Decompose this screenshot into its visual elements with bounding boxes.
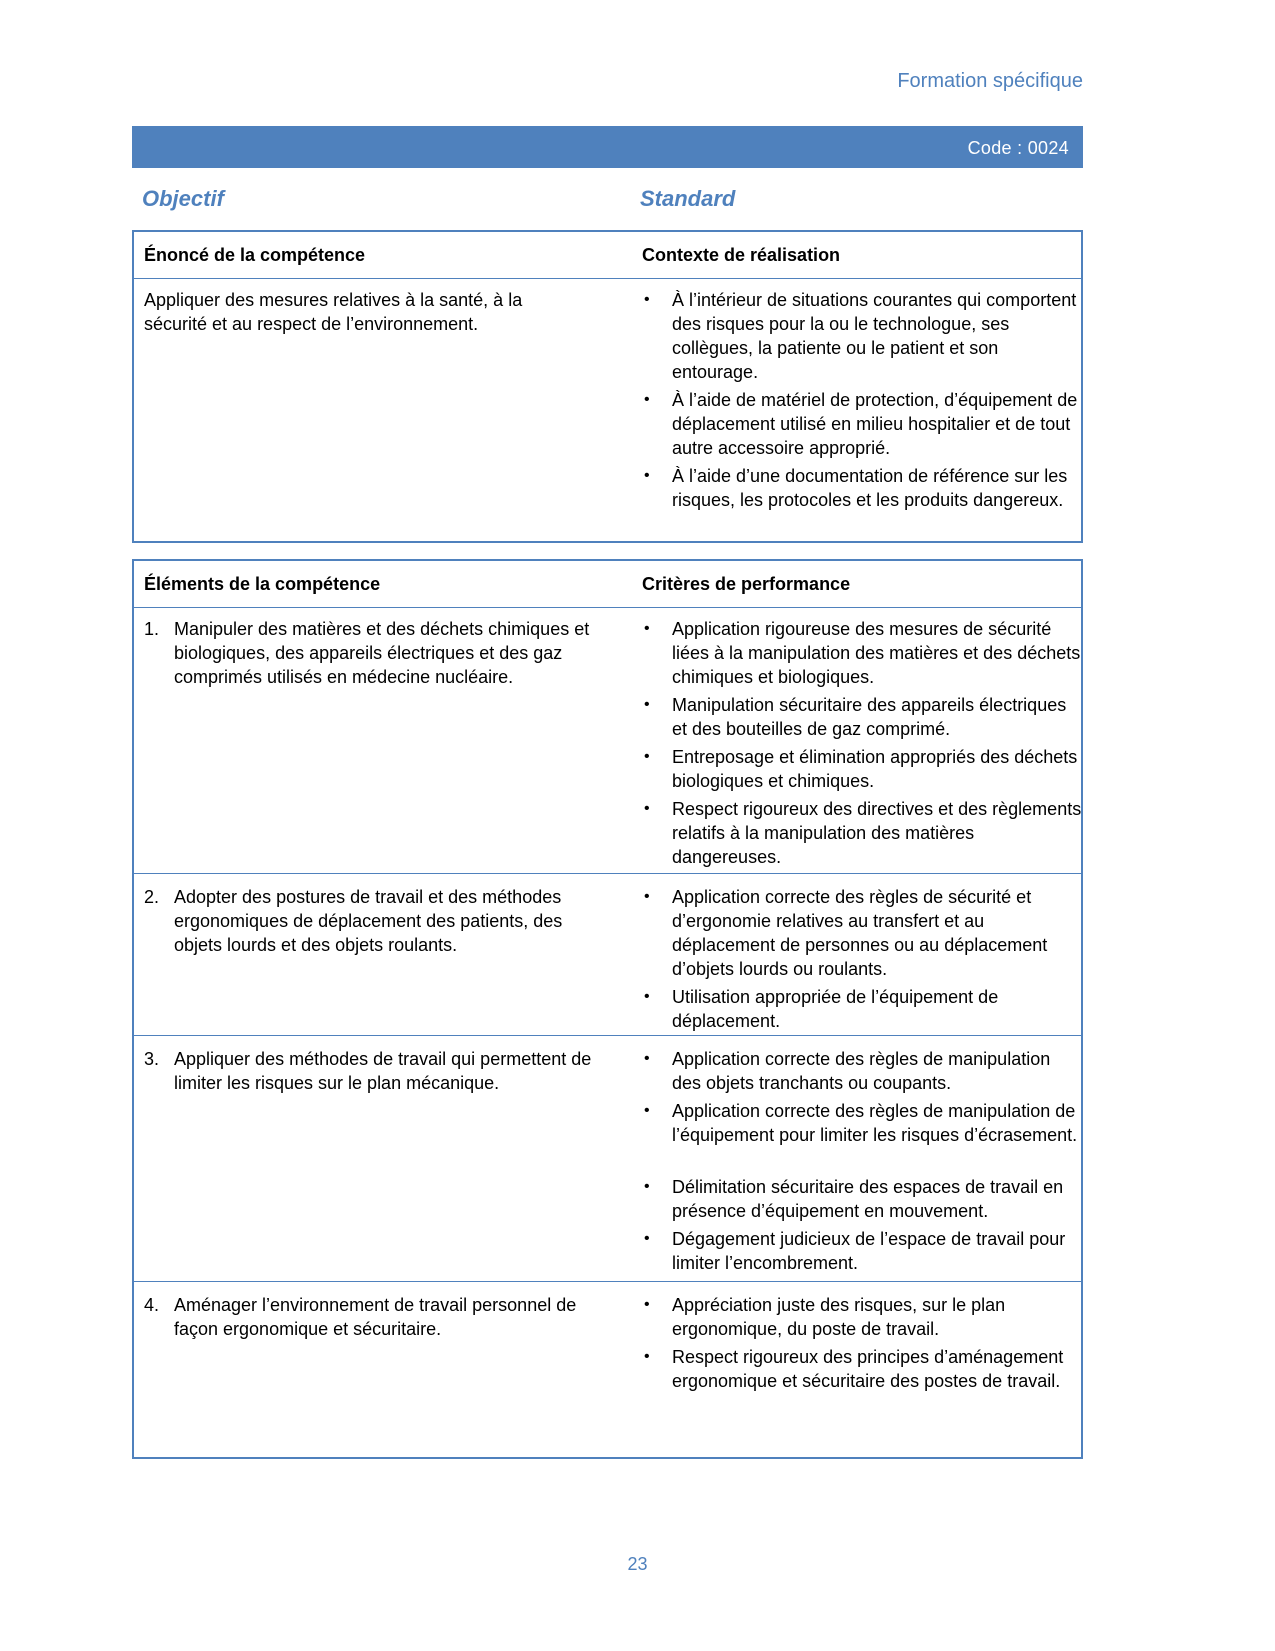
context-item: • À l’intérieur de situations courantes qui comportent des risques pour la ou le technologue, ses collègues, la patiente ou le patient et son entourage. [642, 288, 1082, 384]
competence-table [132, 230, 1083, 543]
code-bar [132, 126, 1083, 168]
criterion-item: • Respect rigoureux des principes d’aménagement ergonomique et sécuritaire des postes de travail. [642, 1345, 1082, 1393]
competence-statement: Appliquer des mesures relatives à la santé, à la sécurité et au respect de l’environnement. [144, 290, 523, 334]
competence-table-header [134, 232, 1081, 279]
element-text: Aménager l’environnement de travail personnel de façon ergonomique et sécuritaire. [174, 1295, 577, 1339]
element-item [144, 1047, 604, 1095]
context-item: • À l’aide d’une documentation de référence sur les risques, les protocoles et les produits dangereux. [642, 464, 1082, 512]
criterion-item: • Application correcte des règles de manipulation des objets tranchants ou coupants. [642, 1047, 1082, 1095]
element-number: 4. [144, 1295, 160, 1315]
elements-header: Éléments de la compétence [144, 574, 381, 594]
element-item [144, 1293, 604, 1341]
elements-table-header [134, 561, 1081, 608]
objectif-title: Objectif [142, 186, 224, 211]
criterion-item: • Manipulation sécuritaire des appareils électriques et des bouteilles de gaz comprimé. [642, 693, 1082, 741]
row-divider [134, 873, 1081, 874]
criterion-item: • Délimitation sécuritaire des espaces de travail en présence d’équipement en mouvement. [642, 1175, 1082, 1223]
criterion-item: • Application rigoureuse des mesures de sécurité liées à la manipulation des matières et des déchets chimiques et biologiques. [642, 617, 1082, 689]
criterion-item: • Entreposage et élimination appropriés des déchets biologiques et chimiques. [642, 745, 1082, 793]
criterion-item: • Application correcte des règles de sécurité et d’ergonomie relatives au transfert et au déplacement de personnes ou au déplacement d’objets lourds ou roulants. [642, 885, 1082, 981]
element-item [144, 617, 604, 689]
competence-statement-header: Énoncé de la compétence [144, 245, 366, 265]
context-header: Contexte de réalisation [642, 245, 841, 265]
element-number: 3. [144, 1049, 160, 1069]
competency-code: Code : 0024 [967, 138, 1069, 158]
section-label: Formation spécifique [897, 70, 1083, 92]
row-divider [134, 1281, 1081, 1282]
standard-title: Standard [640, 186, 736, 211]
element-text: Manipuler des matières et des déchets chimiques et biologiques, des appareils électriques et des gaz comprimés utilisés en médecine nucléaire. [174, 619, 590, 687]
element-text: Adopter des postures de travail et des méthodes ergonomiques de déplacement des patients, des objets lourds et des objets roulants. [174, 887, 563, 955]
row-divider [134, 1035, 1081, 1036]
criterion-item: • Application correcte des règles de manipulation de l’équipement pour limiter les risques d’écrasement. [642, 1099, 1082, 1147]
element-text: Appliquer des méthodes de travail qui permettent de limiter les risques sur le plan mécanique. [174, 1049, 592, 1093]
criterion-item: • Dégagement judicieux de l’espace de travail pour limiter l’encombrement. [642, 1227, 1082, 1275]
element-item [144, 885, 604, 957]
criterion-item: • Respect rigoureux des directives et des règlements relatifs à la manipulation des matières dangereuses. [642, 797, 1082, 869]
page-number: 23 [627, 1554, 648, 1574]
context-item: • À l’aide de matériel de protection, d’équipement de déplacement utilisé en milieu hospitalier et de tout autre accessoire approprié. [642, 388, 1082, 460]
criteria-header: Critères de performance [642, 574, 851, 594]
criterion-item: • Utilisation appropriée de l’équipement de déplacement. [642, 985, 1082, 1033]
criterion-item: • Appréciation juste des risques, sur le plan ergonomique, du poste de travail. [642, 1293, 1082, 1341]
element-number: 2. [144, 887, 160, 907]
elements-table [132, 559, 1083, 1459]
element-number: 1. [144, 619, 160, 639]
